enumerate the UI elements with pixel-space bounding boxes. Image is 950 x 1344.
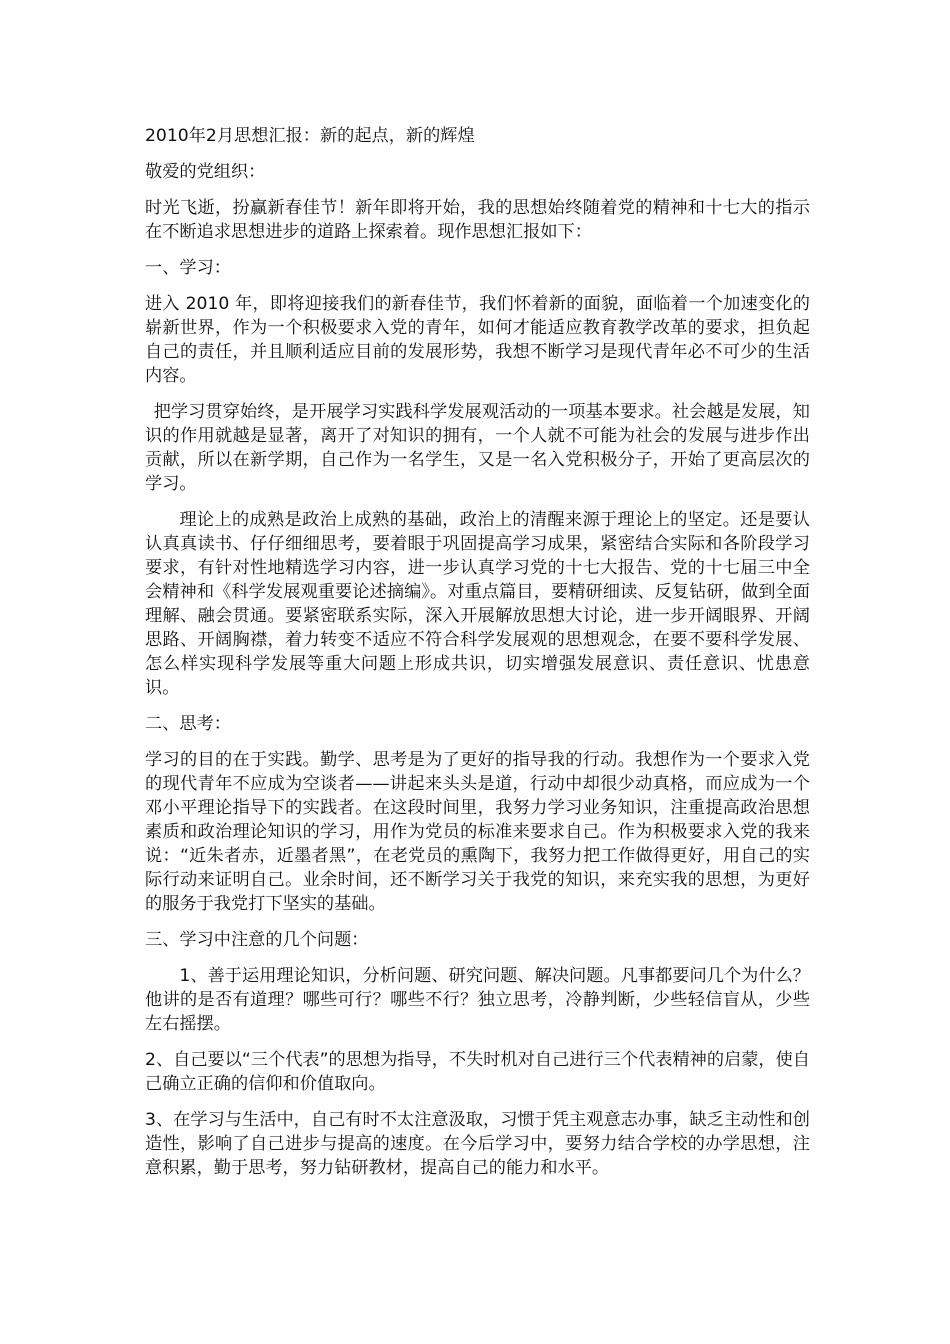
thinking-paragraph: 学习的目的在于实践。勤学、思考是为了更好的指导我的行动。我想作为一个要求入党的现代青年不应成为空谈者——讲起来头头是道，行动中却很少动真格，而应成为一个邓小平理论指导下的实践者。在这段时间里，我努力学习业务知识，注重提高政治思想素质和政治理论知识的学习，用作为党员的标准来要求自己。作为积极要求入党的我来说：“近朱者赤，近墨者黑”，在老党员的熏陶下，我努力把工作做得更好，用自己的实际行动来证明自己。业余时间，还不断学习关于我党的知识，来充实我的思想，为更好的服务于我党打下坚实的基础。 [145,750,810,914]
issue-item-1: 1、善于运用理论知识，分析问题、研究问题、解决问题。凡事都要问几个为什么？ 他讲的是否有道理？哪些可行？哪些不行？独立思考，冷静判断，少些轻信盲从，少些左右摇摆。 [145,966,810,1034]
study-paragraph-2: 把学习贯穿始终，是开展学习实践科学发展观活动的一项基本要求。社会越是发展，知识的作用就越是显著，离开了对知识的拥有，一个人就不可能为社会的发展与进步作出贡献，所以在新学期，自己作为一名学生，又是一名入党积极分子，开始了更高层次的学习。 [145,402,810,494]
document-page [145,124,810,1192]
section-heading-thinking: 二、思考： [145,714,231,734]
study-paragraph-3: 理论上的成熟是政治上成熟的基础，政治上的清醒来源于理论上的坚定。还是要认认真真读书、仔仔细细思考，要着眼于巩固提高学习成果，紧密结合实际和各阶段学习要求，有针对性地精选学习内容，进一步认真学习党的十七大报告、党的十七届三中全会精神和《科学发展观重要论述摘编》。对重点篇目，要精研细读、反复钻研，做到全面理解、融会贯通。要紧密联系实际，深入开展解放思想大讨论，进一步开阔眼界、开阔思路、开阔胸襟，着力转变不适应不符合科学发展观的思想观念，在要不要科学发展、怎么样实现科学发展等重大问题上形成共识，切实增强发展意识、责任意识、忧患意识。 [145,510,810,698]
section-heading-issues: 三、学习中注意的几个问题： [145,930,369,950]
intro-paragraph: 时光飞逝，扮赢新春佳节！新年即将开始，我的思想始终随着党的精神和十七大的指示在不断追求思想进步的道路上探索着。现作思想汇报如下： [145,198,810,242]
issue-item-2: 2、自己要以“三个代表”的思想为指导，不失时机对自己进行三个代表精神的启蒙，使自己确立正确的信仰和价值取向。 [145,1050,810,1094]
study-paragraph-1: 进入 2010 年，即将迎接我们的新春佳节，我们怀着新的面貌，面临着一个加速变化的崭新世界，作为一个积极要求入党的青年，如何才能适应教育教学改革的要求，担负起自己的责任，并且顺利适应目前的发展形势，我想不断学习是现代青年必不可少的生活内容。 [145,294,810,386]
issue-item-3: 3、在学习与生活中，自己有时不太注意汲取，习惯于凭主观意志办事，缺乏主动性和创造性，影响了自己进步与提高的速度。在今后学习中，要努力结合学校的办学思想，注意积累，勤于思考，努力钻研教材，提高自己的能力和水平。 [145,1110,810,1178]
document-title: 2010年2月思想汇报：新的起点，新的辉煌 [145,126,475,146]
salutation: 敬爱的党组织： [145,162,266,182]
section-heading-study: 一、学习： [145,258,231,278]
